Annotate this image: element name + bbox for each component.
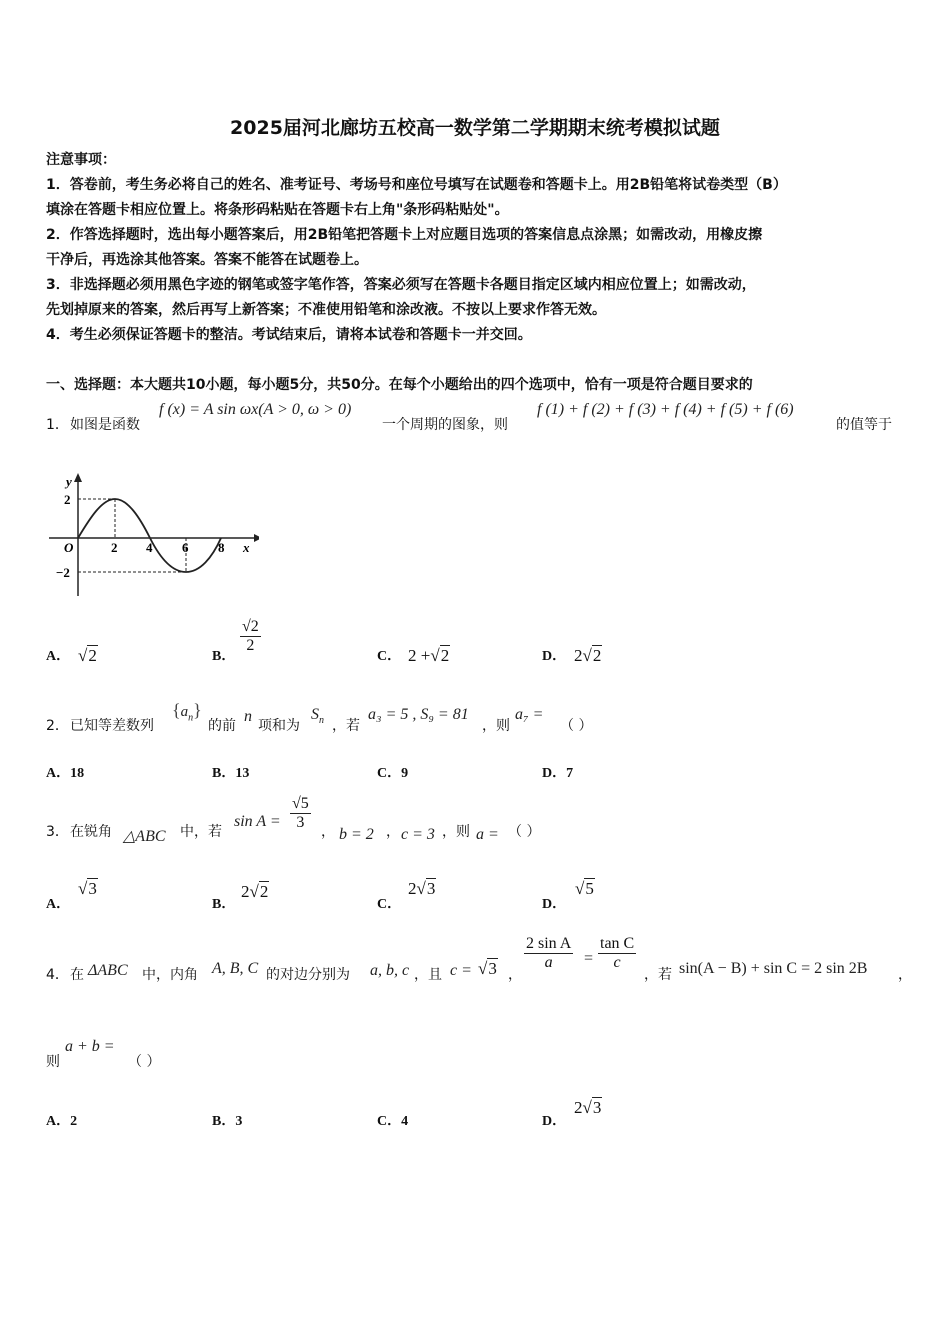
sum-expression: f (1) + f (2) + f (3) + f (4) + f (5) + f (6) <box>537 401 794 418</box>
sine-graph <box>44 468 259 600</box>
question-text: ，则 <box>482 718 510 734</box>
y-tick-label: −2 <box>56 565 70 580</box>
option-b-value: $\frac{√2}{2}$ <box>242 618 259 654</box>
option-a-label[interactable]: A． <box>46 897 71 912</box>
origin-label: O <box>64 540 74 555</box>
option-d-value: 2√3 <box>574 1098 602 1117</box>
condition-formula: sin(A − B) + sin C = 2 sin 2B <box>679 960 868 977</box>
notice-line: 3．非选择题必须用黑色字迹的钢笔或签字笔作答，答案必须写在答题卡各题目指定区域内相应位置上；如需改动， <box>46 277 756 293</box>
option-d-label[interactable]: D． <box>542 897 567 912</box>
question-number: 4． <box>46 967 69 983</box>
answer-paren: （ ） <box>128 1054 161 1070</box>
option-a-value: √2 <box>78 646 97 665</box>
question-text: 中，若 <box>180 824 222 840</box>
target-expression: a + b = <box>65 1038 115 1055</box>
x-tick-label: 6 <box>182 540 189 555</box>
b-value: b = 2 <box>339 826 374 843</box>
question-text: 已知等差数列 <box>70 718 154 734</box>
notice-line: 先划掉原来的答案，然后再写上新答案；不准使用铅笔和涂改液。不按以上要求作答无效。 <box>46 302 606 318</box>
page-title: 2025届河北廊坊五校高一数学第二学期期末统考模拟试题 <box>230 117 720 139</box>
x-tick-label: 4 <box>146 540 153 555</box>
target-expression: a = <box>476 826 499 843</box>
x-axis-label: x <box>243 540 250 555</box>
question-text: ，若 <box>644 967 672 983</box>
answer-paren: （ ） <box>508 824 541 840</box>
sine-curve <box>78 499 221 572</box>
option-c[interactable]: C．9 <box>377 766 409 781</box>
option-b[interactable]: B．13 <box>212 766 250 781</box>
sin-a-expression: sin A = <box>234 813 281 830</box>
ratio-fraction-1: $\frac{\text{2 sin A}}{a}$ <box>526 935 572 971</box>
question-number: 3． <box>46 824 69 840</box>
c-equals: c = <box>450 962 472 979</box>
question-text: ，若 <box>332 718 360 734</box>
target-expression: a₇ = <box>515 706 544 723</box>
option-d-label[interactable]: D． <box>542 649 567 664</box>
option-c[interactable]: C．4 <box>377 1114 409 1129</box>
answer-paren: （ ） <box>560 718 593 734</box>
c-value: √3 <box>478 959 497 978</box>
option-a[interactable]: A．18 <box>46 766 85 781</box>
separator: ， <box>508 967 522 983</box>
notice-line: 4．考生必须保证答题卡的整洁。考试结束后，请将本试卷和答题卡一并交回。 <box>46 327 532 343</box>
question-text: 在锐角 <box>70 824 112 840</box>
x-tick-label: 8 <box>218 540 225 555</box>
option-c-value: 2 +√2 <box>408 646 450 665</box>
y-axis-arrow <box>74 473 82 482</box>
question-text: 的前 <box>208 718 236 734</box>
question-text: 如图是函数 <box>70 417 140 433</box>
x-axis-arrow <box>254 534 259 542</box>
c-value: c = 3 <box>401 826 435 843</box>
option-d-value: 2√2 <box>574 646 602 665</box>
condition-formula: a₃ = 5 , S₉ = 81 <box>368 706 469 723</box>
question-text: 的值等于 <box>836 417 892 433</box>
option-a[interactable]: A．2 <box>46 1114 78 1129</box>
equals-sign: = <box>584 950 594 967</box>
question-text: ， <box>898 967 912 983</box>
sequence-symbol: $\{a_n\}$ <box>172 700 202 724</box>
question-text: 一个周期的图象，则 <box>382 417 508 433</box>
sin-a-fraction: $\frac{√5}{3}$ <box>292 795 309 831</box>
notice-line: 干净后，再选涂其他答案。答案不能答在试题卷上。 <box>46 252 368 268</box>
option-d-value: √5 <box>575 879 594 898</box>
notice-line: 2．作答选择题时，选出每小题答案后，用2B铅笔把答题卡上对应题目选项的答案信息点涂黑；如需改动，用橡皮擦 <box>46 227 763 243</box>
notice-heading: 注意事项： <box>46 152 116 168</box>
n-symbol: n <box>244 708 252 725</box>
option-a-label[interactable]: A． <box>46 649 71 664</box>
option-b-label[interactable]: B． <box>212 649 236 664</box>
question-text: ，则 <box>442 824 470 840</box>
y-axis-label: y <box>66 474 72 489</box>
triangle-symbol: △ABC <box>123 828 166 845</box>
function-formula: f (x) = A sin ωx(A > 0, ω > 0) <box>159 401 352 418</box>
question-text: 则 <box>46 1054 60 1070</box>
option-c-label[interactable]: C． <box>377 649 402 664</box>
ratio-fraction-2: $\frac{\text{tan C}}{c}$ <box>600 935 635 971</box>
option-d[interactable]: D． <box>542 1114 567 1129</box>
option-b-label[interactable]: B． <box>212 897 236 912</box>
sides-list: a, b, c <box>370 962 410 979</box>
question-number: 1． <box>46 417 69 433</box>
question-text: 的对边分别为 <box>266 967 350 983</box>
question-number: 2． <box>46 718 69 734</box>
triangle-symbol: ΔABC <box>88 962 128 979</box>
option-b-value: 2√2 <box>241 882 269 901</box>
separator: ， <box>386 824 400 840</box>
separator: ， <box>321 824 335 840</box>
notice-line: 1．答卷前，考生务必将自己的姓名、准考证号、考场号和座位号填写在试题卷和答题卡上。用2B铅笔将试卷类型（B） <box>46 177 787 193</box>
y-tick-label: 2 <box>64 492 71 507</box>
option-d[interactable]: D．7 <box>542 766 574 781</box>
notice-line: 填涂在答题卡相应位置上。将条形码粘贴在答题卡右上角"条形码粘贴处"。 <box>46 202 509 218</box>
option-c-value: 2√3 <box>408 879 436 898</box>
angles-list: A, B, C <box>212 960 259 977</box>
question-text: 在 <box>70 967 84 983</box>
option-a-value: √3 <box>78 879 97 898</box>
section-heading: 一、选择题：本大题共10小题，每小题5分，共50分。在每个小题给出的四个选项中，恰有一项是符合题目要求的 <box>46 377 753 393</box>
question-text: 项和为 <box>258 718 300 734</box>
question-text: ，且 <box>414 967 442 983</box>
x-tick-label: 2 <box>111 540 118 555</box>
option-b[interactable]: B．3 <box>212 1114 243 1129</box>
sum-symbol: $S_n$ <box>311 706 324 727</box>
option-c-label[interactable]: C． <box>377 897 402 912</box>
question-text: 中，内角 <box>142 967 198 983</box>
